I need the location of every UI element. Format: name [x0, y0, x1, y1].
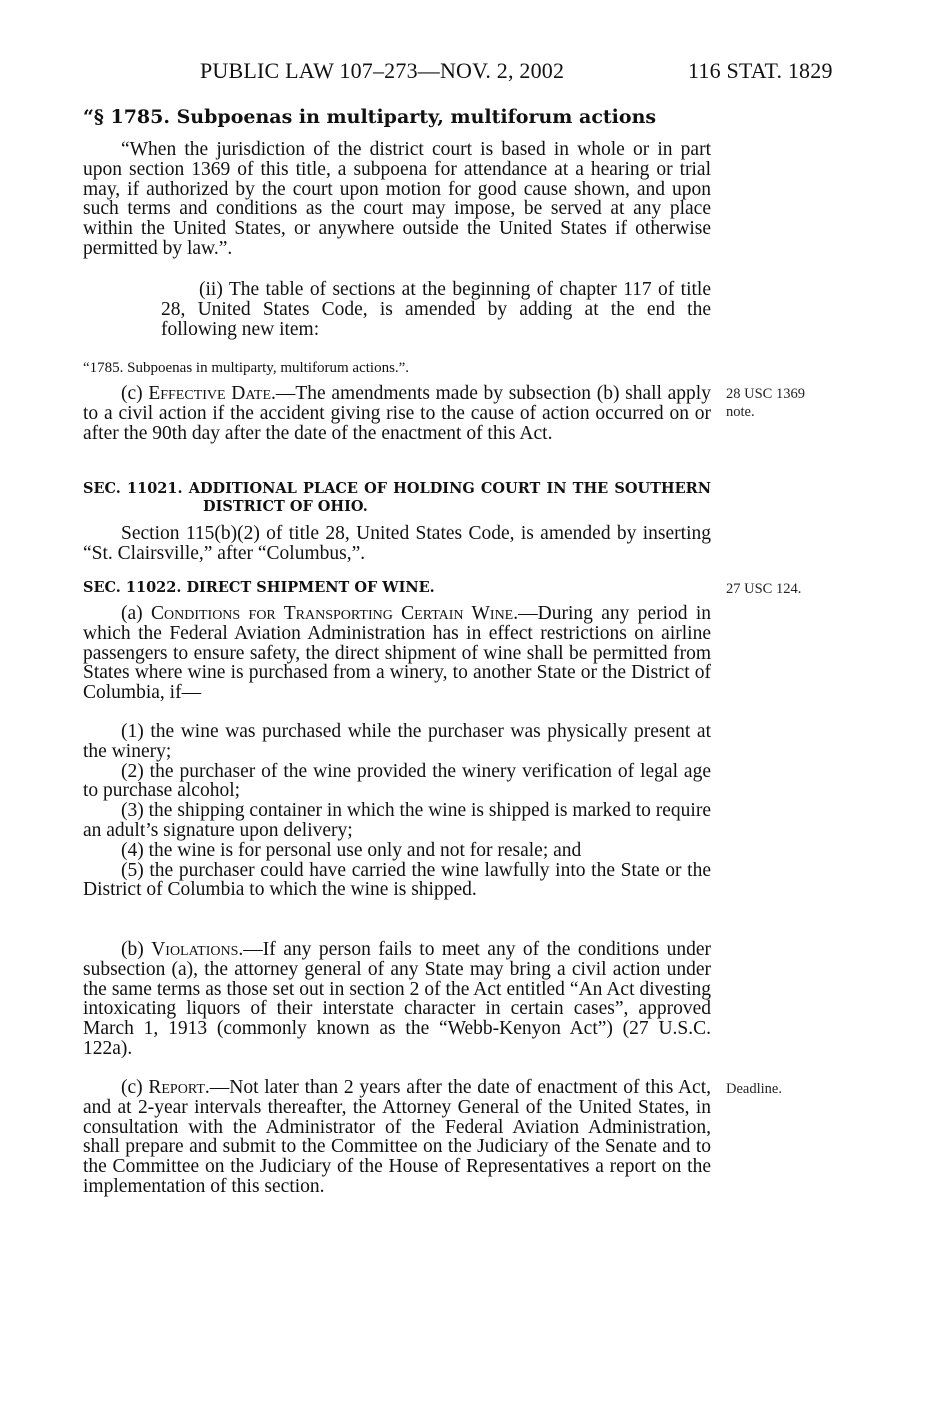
margin-note-28-usc-1369: 28 USC 1369 note. — [726, 386, 805, 420]
subsection-a-label: Conditions for Transporting Certain Wine — [150, 603, 514, 624]
effective-date-paragraph: (c) Effective Date.—The amendments made by subsection (b) shall apply to a civil action if the accident giving rise to the cause of action occurred on or after the 90th day after the date of the enactment of this Act. — [83, 383, 711, 444]
section-1785-text: “When the jurisdiction of the district court is based in whole or in part upon section 1369 of this title, a subpoena for attendance at a hearing or trial may, if authorized by the court upon motion for good cause shown, and upon such terms and conditions as the court may impose, be served at any place within the United States, or anywhere outside the United States if otherwise permitted by law.”. — [83, 139, 711, 259]
effective-date-label: Effective Date — [148, 383, 272, 404]
section-1785-body — [83, 140, 711, 259]
margin-note-deadline: Deadline. — [726, 1081, 782, 1097]
list-item: (1) the wine was purchased while the purchaser was physically present at the winery; — [83, 721, 711, 762]
subsection-c-label: Report — [148, 1077, 205, 1098]
subsection-b-label: Violations — [151, 939, 239, 960]
running-header-right: 116 STAT. 1829 — [688, 58, 833, 83]
clause-ii — [83, 280, 711, 339]
list-item: (4) the wine is for personal use only and not for resale; and — [121, 839, 582, 861]
clause-ii-text: (ii) The table of sections at the beginning of chapter 117 of title 28, United States Code, is amended by adding at the end the following new item: — [161, 279, 711, 340]
sec-11022-b: (b) Violations.—If any person fails to meet any of the conditions under subsection (a), the attorney general of any State may bring a civil action under the same terms as those set out in section 2 of the Act entitled “An Act divesting intoxicating liquors of their interstate character in certain cases”, approved March 1, 1913 (commonly known as the “Webb-Kenyon Act”) (27 U.S.C. 122a). — [83, 939, 711, 1059]
section-1785-heading: “§ 1785. Subpoenas in multiparty, multiforum actions — [83, 106, 657, 128]
sec-11022-items — [83, 722, 711, 900]
list-item: (3) the shipping container in which the wine is shipped is marked to require an adult’s signature upon delivery; — [83, 800, 711, 841]
running-header-left: PUBLIC LAW 107–273—NOV. 2, 2002 — [200, 58, 565, 83]
sec-11022-heading: SEC. 11022. DIRECT SHIPMENT OF WINE. — [83, 579, 435, 596]
margin-note-27-usc-124: 27 USC 124. — [726, 581, 802, 597]
sec-11022-c: (c) Report.—Not later than 2 years after the date of enactment of this Act, and at 2-year intervals thereafter, the Attorney General of the United States, in consultation with the Administrator of the Federal Aviation Administration, shall prepare and submit to the Committee on the Judiciary of the Senate and to the Committee on the Judiciary of the House of Representatives a report on the implementation of this section. — [83, 1077, 711, 1197]
table-entry: “1785. Subpoenas in multiparty, multiforum actions.”. — [83, 360, 410, 376]
sec-11021-body: Section 115(b)(2) of title 28, United States Code, is amended by inserting “St. Clairsville,” after “Columbus,”. — [83, 523, 711, 564]
list-item: (2) the purchaser of the wine provided the winery verification of legal age to purchase alcohol; — [83, 760, 711, 802]
sec-11021-heading: SEC. 11021. ADDITIONAL PLACE OF HOLDING COURT IN THE SOUTHERN DISTRICT OF OHIO. — [83, 480, 711, 515]
list-item: (5) the purchaser could have carried the wine lawfully into the State or the District of Columbia to which the wine is shipped. — [83, 859, 711, 901]
sec-11022-a: (a) Conditions for Transporting Certain Wine.—During any period in which the Federal Aviation Administration has in effect restrictions on airline passengers to ensure safety, the direct shipment of wine shall be permitted from States where wine is purchased from a winery, to another State or the District of Columbia, if— — [83, 603, 711, 704]
